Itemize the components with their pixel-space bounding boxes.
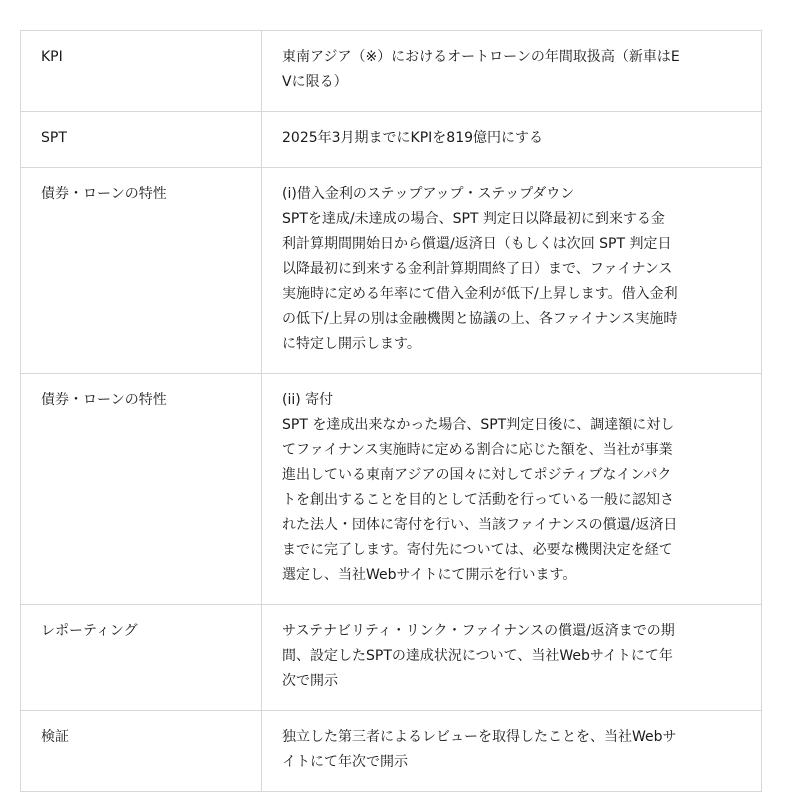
row-label: 債券・ローンの特性 [21,168,262,374]
row-label: KPI [21,31,262,112]
value-line: 東南アジア（※）におけるオートローンの年間取扱高（新車はE [282,49,680,65]
table-row [21,605,762,711]
value-line: に特定し開示します。 [282,336,421,352]
table-row [21,711,762,792]
value-line: てファイナンス実施時に定める割合に応じた額を、当社が事業 [282,442,673,458]
row-label: レポーティング [21,605,262,711]
value-line: 次で開示 [282,673,338,689]
value-line: トを創出することを目的として活動を行っている一般に認知さ [282,492,674,508]
table-row [21,31,762,112]
value-line: サステナビリティ・リンク・ファイナンスの償還/返済までの期 [282,623,675,639]
value-line: (ii) 寄付 [282,392,334,408]
row-label: 債券・ローンの特性 [21,374,262,605]
value-line: (i)借入金利のステップアップ・ステップダウン [282,186,575,202]
row-value [262,31,762,112]
value-line: SPTを達成/未達成の場合、SPT 判定日以降最初に到来する金 [282,211,665,227]
row-value [262,711,762,792]
value-line: 以降最初に到来する金利計算期間終了日）まで、ファイナンス [282,261,673,277]
value-line: 独立した第三者によるレビューを取得したことを、当社Webサ [282,729,677,745]
value-line: 2025年3月期までにKPIを819億円にする [282,130,544,146]
row-label: 検証 [21,711,262,792]
row-value [262,374,762,605]
value-line: SPT を達成出来なかった場合、SPT判定日後に、調達額に対し [282,417,675,433]
row-value [262,168,762,374]
value-line: れた法人・団体に寄付を行い、当該ファイナンスの償還/返済日 [282,517,678,533]
table-row [21,374,762,605]
value-line: 間、設定したSPTの達成状況について、当社Webサイトにて年 [282,648,673,664]
value-line: の低下/上昇の別は金融機関と協議の上、各ファイナンス実施時 [282,311,678,327]
value-line: までに完了します。寄付先については、必要な機関決定を経て [282,542,673,558]
value-line: 進出している東南アジアの国々に対してポジティブなインパク [282,467,672,483]
value-line: イトにて年次で開示 [282,754,408,770]
row-label: SPT [21,112,262,168]
table-row [21,112,762,168]
spec-table [20,30,762,792]
value-line: 利計算期間開始日から償還/返済日（もしくは次回 SPT 判定日 [282,236,672,252]
row-value [262,605,762,711]
value-line: 選定し、当社Webサイトにて開示を行います。 [282,567,577,583]
value-line: Vに限る） [282,74,348,90]
table-row [21,168,762,374]
row-value [262,112,762,168]
value-line: 実施時に定める年率にて借入金利が低下/上昇します。借入金利 [282,286,678,302]
